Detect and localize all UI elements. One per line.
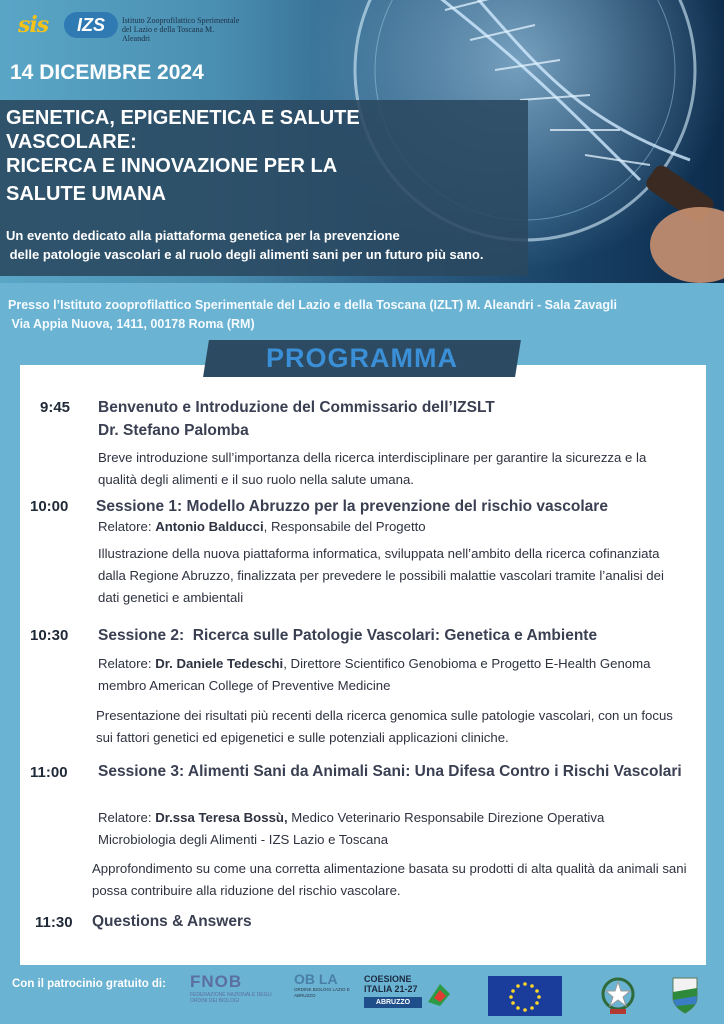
obla-subtext: ORDINE BIOLOGI LAZIO E ABRUZZO: [294, 987, 350, 998]
session-description: Illustrazione della nuova piattaforma informatica, sviluppata nell’ambito della ricerca cofinanziata dalla Regione Abruzzo, finalizzata per prevedere le possibili malattie vascolari tramite l’analisi dei dati genetici e ambientali: [98, 546, 664, 605]
session-description: Breve introduzione sull’importanza della ricerca interdisciplinare per garantire la sicurezza e la qualità degli alimenti e il suo ruolo nella salute umana.: [98, 450, 647, 487]
speaker-role: Medico Veterinario Responsabile Direzione Operativa Microbiologia degli Alimenti - IZS Lazio e Toscana: [98, 810, 605, 847]
session-title: Sessione 1: Modello Abruzzo per la prevenzione del rischio vascolare: [96, 498, 608, 515]
programma-heading: PROGRAMMA: [266, 343, 458, 373]
speaker-prefix: Relatore:: [98, 519, 156, 534]
coesione-text: COESIONE ITALIA 21-27: [364, 974, 418, 994]
subtitle-line: Un evento dedicato alla piattaforma genetica per la prevenzione: [6, 228, 400, 243]
session-title: Sessione 3: Alimenti Sani da Animali Sani: Una Difesa Contro i Rischi Vascolari: [98, 763, 682, 780]
regione-abruzzo-shield-icon: [670, 974, 700, 1016]
fnob-logo: [190, 972, 280, 1018]
obla-logo: [294, 972, 350, 1018]
eu-flag-icon: [488, 976, 562, 1016]
speaker-prefix: Relatore:: [98, 810, 156, 825]
speaker-prefix: Relatore:: [98, 656, 156, 671]
title-line: SALUTE UMANA: [6, 183, 166, 205]
session-speaker: [98, 653, 678, 697]
speaker-name: Dr.ssa Teresa Bossù,: [155, 810, 288, 825]
speaker-role: , Direttore Scientifico Genobioma e Progetto E-Health Genoma membro American College of Preventive Medicine: [98, 656, 651, 693]
session-description: Presentazione dei risultati più recenti della ricerca genomica sulle patologie vascolari, con un focus sui fattori genetici ed epigenetici e sulle potenziali applicazioni cliniche.: [96, 708, 673, 745]
subtitle-line: delle patologie vascolari e al ruolo degli alimenti sani per un futuro più sano.: [6, 247, 484, 262]
abruzzo-badge: ABRUZZO: [364, 997, 422, 1008]
session-title: Benvenuto e Introduzione del Commissario dell’IZSLT: [98, 399, 495, 416]
title-line: VASCOLARE:: [6, 131, 137, 153]
session-title: Questions & Answers: [92, 913, 252, 930]
event-date: 14 DICEMBRE 2024: [10, 61, 204, 84]
fnob-text: FNOB: [190, 972, 243, 991]
fnob-subtext: FEDERAZIONE NAZIONALE DEGLI ORDINI DEI BIOLOGI: [190, 992, 272, 1004]
title-line: GENETICA, EPIGENETICA E SALUTE: [6, 107, 360, 129]
patronage-label: Con il patrocinio gratuito di:: [12, 978, 166, 990]
event-title: [6, 106, 526, 206]
coesione-logo: [364, 974, 454, 1018]
session-title: Sessione 2: Ricerca sulle Patologie Vascolari: Genetica e Ambiente: [98, 627, 598, 644]
session-time: 11:00: [30, 764, 68, 781]
sis-logo: sis: [18, 12, 49, 38]
title-line: RICERCA E INNOVAZIONE PER LA: [6, 155, 338, 177]
obla-text: OB LA: [294, 971, 338, 987]
venue-address: Via Appia Nuova, 1411, 00178 Roma (RM): [8, 317, 255, 331]
session-time: 11:30: [35, 914, 73, 931]
session-time: 9:45: [40, 399, 71, 416]
speaker-name: Dr. Daniele Tedeschi: [155, 656, 284, 671]
speaker-name: Antonio Balducci: [155, 519, 264, 534]
coesione-arrow-icon: [426, 978, 452, 1008]
session-description: Approfondimento su come una corretta alimentazione basata su prodotti di alta qualità da animali sani possa contribuire alla riduzione del rischio vascolare.: [92, 861, 687, 898]
venue-line: Presso l’Istituto zooprofilattico Sperimentale del Lazio e della Toscana (IZLT) M. Aleandri - Sala Zavagli: [8, 298, 617, 312]
venue: [8, 296, 713, 334]
session-speaker: [98, 516, 688, 538]
event-subtitle: [6, 226, 586, 264]
izs-name: Istituto Zooprofilattico Sperimentale del Lazio e della Toscana M. Aleandri: [122, 16, 240, 43]
session-speaker: [98, 807, 678, 851]
izs-logo: IZS: [64, 12, 118, 38]
italian-republic-emblem-icon: [600, 974, 636, 1016]
session-time: 10:00: [30, 498, 69, 515]
session-speaker: Dr. Stefano Palomba: [98, 422, 249, 439]
session-time: 10:30: [30, 627, 69, 644]
speaker-role: , Responsabile del Progetto: [263, 519, 426, 534]
